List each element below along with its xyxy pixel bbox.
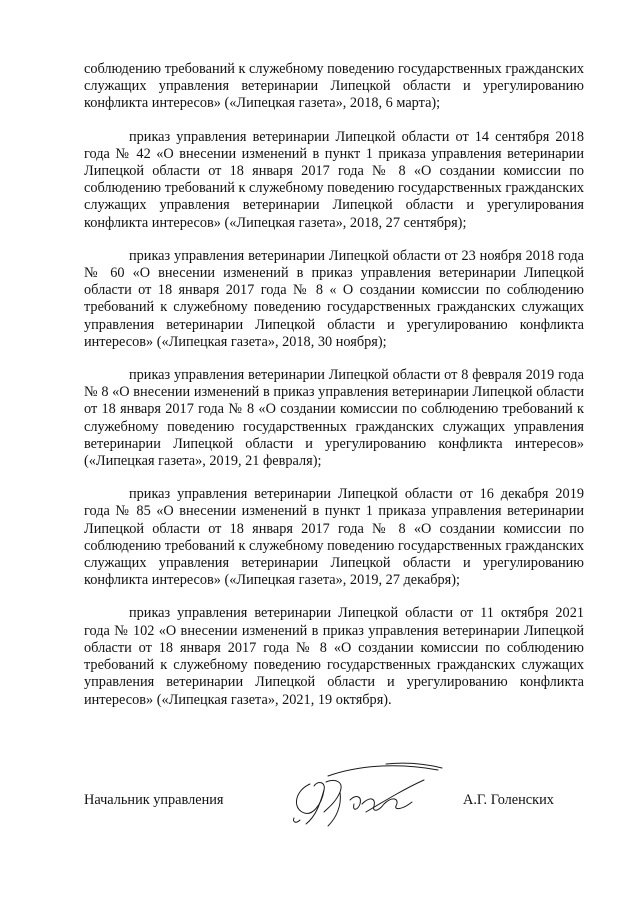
paragraph-order-2021-102: приказ управления ветеринарии Липецкой области от 11 октября 2021 года № 102 «О внесении изменений в приказ управления ветеринарии Липецкой области от 18 января 2017 года № 8 «О создании комиссии по соблюдению требований к служебному поведению государственных гражданских служащих управления ветеринарии Липецкой области и урегулированию конфликта интересов» («Липецкая газета», 2021, 19 октября).: [84, 605, 584, 708]
paragraph-order-2018-42: приказ управления ветеринарии Липецкой области от 14 сентября 2018 года № 42 «О внесении изменений в пункт 1 приказа управления ветеринарии Липецкой области от 18 января 2017 года № 8 «О создании комиссии по соблюдению требований к служебному поведению государственных гражданских служащих управления ветеринарии Липецкой области и урегулирования конфликта интересов» («Липецкая газета», 2018, 27 сентября);: [84, 128, 584, 231]
position-title: Начальник управления: [84, 792, 224, 808]
paragraph-continuation: соблюдению требований к служебному поведению государственных гражданских служащих управления ветеринарии Липецкой области и урегулированию конфликта интересов» («Липецкая газета», 2018, 6 марта);: [84, 61, 584, 112]
signature-block: [84, 792, 584, 832]
paragraph-order-2018-60: приказ управления ветеринарии Липецкой области от 23 ноября 2018 года № 60 «О внесении изменений в приказ управления ветеринарии Липецкой области от 18 января 2017 года № 8 « О создании комиссии по соблюдению требований к служебному поведению государственных гражданских служащих управления ветеринарии Липецкой области и урегулированию конфликта интересов» («Липецкая газета», 2018, 30 ноября);: [84, 247, 584, 350]
signer-name: А.Г. Голенских: [463, 792, 554, 808]
paragraph-order-2019-8: приказ управления ветеринарии Липецкой области от 8 февраля 2019 года № 8 «О внесении изменений в приказ управления ветеринарии Липецкой области от 18 января 2017 года № 8 «О создании комиссии по соблюдению требований к служебному поведению государственных гражданских служащих управления ветеринарии Липецкой области и урегулированию конфликта интересов» («Липецкая газета», 2019, 21 февраля);: [84, 367, 584, 470]
document-body: [84, 61, 584, 725]
paragraph-order-2019-85: приказ управления ветеринарии Липецкой области от 16 декабря 2019 года № 85 «О внесении изменений в пункт 1 приказа управления ветеринарии Липецкой области от 18 января 2017 года № 8 «О создании комиссии по соблюдению требований к служебному поведению государственных гражданских служащих управления ветеринарии Липецкой области и урегулированию конфликта интересов» («Липецкая газета», 2019, 27 декабря);: [84, 486, 584, 589]
